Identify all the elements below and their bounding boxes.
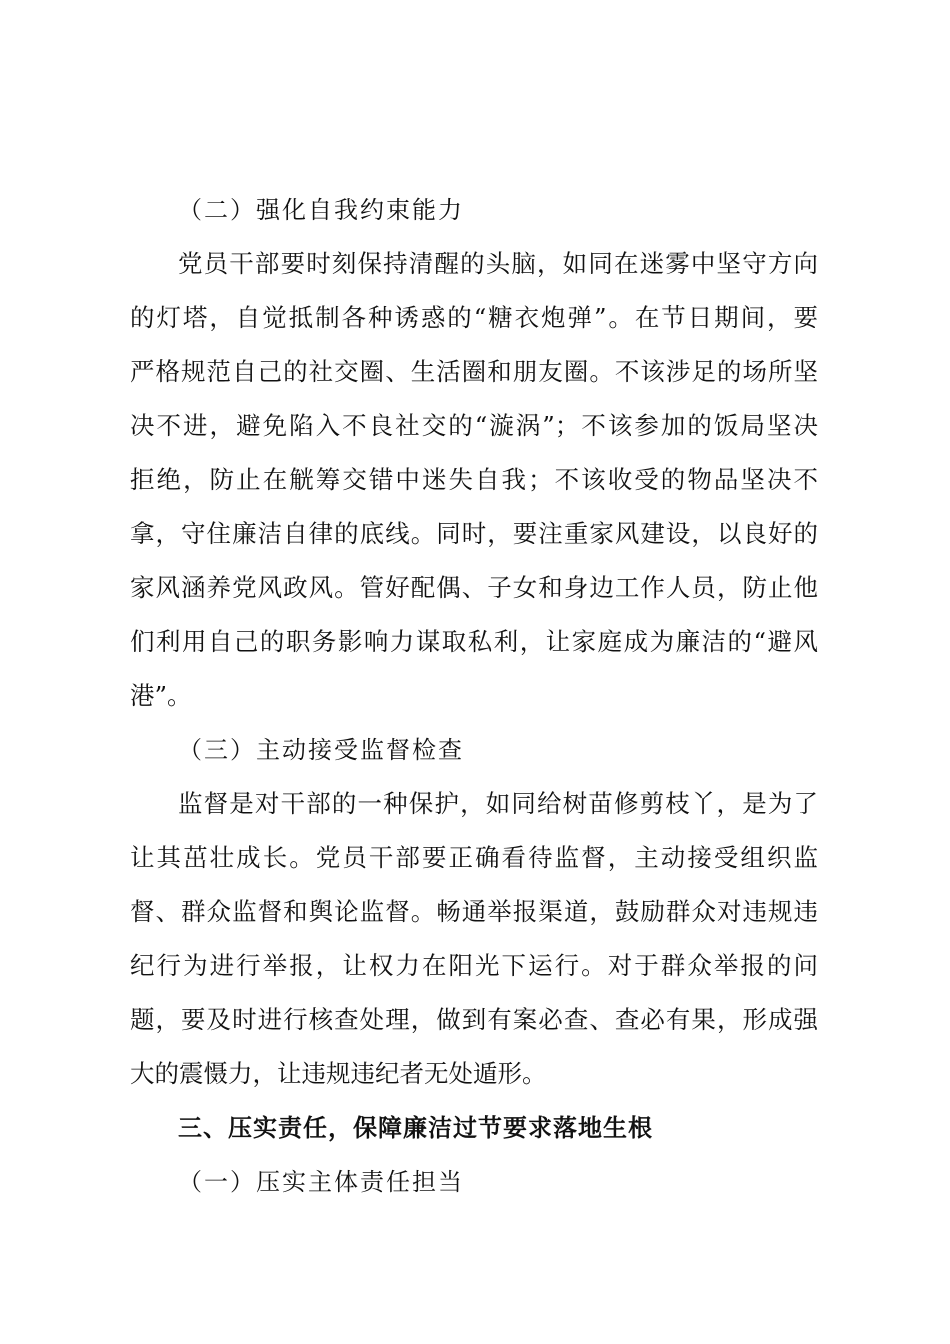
section-heading-strengthen-self-discipline: （二）强化自我约束能力 <box>178 196 464 224</box>
paragraph-line: 题，要及时进行核查处理，做到有案必查、查必有果，形成强 <box>130 1005 818 1034</box>
paragraph-line: 督、群众监督和舆论监督。畅通举报渠道，鼓励群众对违规违 <box>130 897 818 926</box>
section-heading-main-responsibility: （一）压实主体责任担当 <box>178 1168 464 1196</box>
document-body <box>130 183 818 1209</box>
paragraph-supervision <box>130 777 818 1101</box>
paragraph-line: 纪行为进行举报，让权力在阳光下运行。对于群众举报的问 <box>130 951 818 980</box>
paragraph-line: 拒绝，防止在觥筹交错中迷失自我；不该收受的物品坚决不 <box>130 465 818 494</box>
paragraph-line: 们利用自己的职务影响力谋取私利，让家庭成为廉洁的“避风 <box>130 627 818 656</box>
paragraph-self-discipline <box>130 237 818 723</box>
paragraph-line: 拿，守住廉洁自律的底线。同时，要注重家风建设，以良好的 <box>130 519 818 548</box>
paragraph-line: 大的震慑力，让违规违纪者无处遁形。 <box>130 1059 547 1088</box>
paragraph-line: 家风涵养党风政风。管好配偶、子女和身边工作人员，防止他 <box>130 573 818 602</box>
paragraph-line: 监督是对干部的一种保护，如同给树苗修剪枝丫，是为了 <box>178 789 818 818</box>
paragraph-line: 严格规范自己的社交圈、生活圈和朋友圈。不该涉足的场所坚 <box>130 357 818 386</box>
paragraph-line: 港”。 <box>130 681 192 710</box>
paragraph-line: 党员干部要时刻保持清醒的头脑，如同在迷雾中坚守方向 <box>178 249 818 278</box>
paragraph-line: 让其茁壮成长。党员干部要正确看待监督，主动接受组织监 <box>130 843 818 872</box>
section-heading-accept-supervision: （三）主动接受监督检查 <box>178 736 464 764</box>
chapter-heading-responsibility: 三、压实责任，保障廉洁过节要求落地生根 <box>178 1114 653 1142</box>
paragraph-line: 决不进，避免陷入不良社交的“漩涡”；不该参加的饭局坚决 <box>130 411 818 440</box>
paragraph-line: 的灯塔，自觉抵制各种诱惑的“糖衣炮弹”。在节日期间，要 <box>130 303 818 332</box>
